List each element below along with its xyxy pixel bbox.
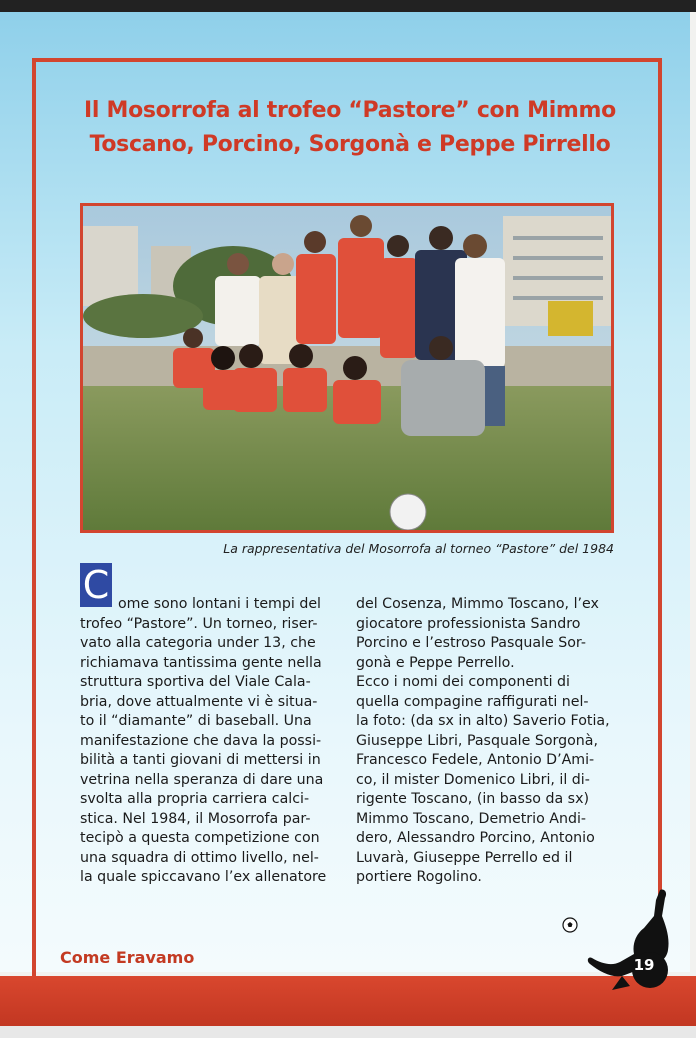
title-line-1: Il Mosorrofa al trofeo “Pastore” con Mimmo [83,98,616,123]
text-line: bria, dove attualmente vi è situa- [80,693,318,710]
text-line: Francesco Fedele, Antonio D’Ami- [356,752,595,768]
text-line: bilità a tanti giovani di mettersi in [80,752,321,768]
article-title [60,94,640,162]
text-line: gonà e Peppe Perrello. [356,654,515,671]
text-line: manifestazione che dava la possi- [80,732,322,749]
text-line: ome sono lontani i tempi del [118,596,322,612]
article-column-left [80,595,342,888]
team-photo [80,203,614,533]
article-column-right [356,595,612,888]
page-number: 19 [633,956,655,974]
soccer-player-icon [582,886,682,996]
soccer-ball-icon [562,917,578,933]
text-line: trofeo “Pastore”. Un torneo, riser- [80,615,318,632]
text-line: del Cosenza, Mimmo Toscano, l’ex [356,596,599,612]
text-line: Giuseppe Libri, Pasquale Sorgonà, [356,732,598,749]
text-line: la quale spiccavano l’ex allenatore [80,869,327,885]
text-line: svolta alla propria carriera calci- [80,791,310,807]
top-edge [0,0,696,12]
text-line: Mimmo Toscano, Demetrio Andi- [356,810,587,827]
section-label: Come Eravamo [60,948,195,967]
text-line: co, il mister Domenico Libri, il di- [356,771,590,788]
text-line: stica. Nel 1984, il Mosorrofa par- [80,810,311,827]
text-line: Porcino e l’estroso Pasquale Sor- [356,635,586,651]
text-line: struttura sportiva del Viale Cala- [80,674,311,690]
text-line: una squadra di ottimo livello, nel- [80,849,319,866]
text-line: Ecco i nomi dei componenti di [356,674,570,690]
text-line: to il “diamante” di baseball. Una [80,713,312,729]
text-line: portiere Rogolino. [356,869,482,885]
text-line: la foto: (da sx in alto) Saverio Fotia, [356,713,610,729]
text-line: giocatore professionista Sandro [356,615,581,632]
text-line: vetrina nella speranza di dare una [80,771,324,788]
drop-cap: C [80,563,112,607]
bottom-edge [0,1026,696,1038]
text-line: tecipò a questa competizione con [80,830,320,846]
text-line: quella compagine raffigurati nel- [356,693,589,710]
text-line: dero, Alessandro Porcino, Antonio [356,830,595,846]
text-line: Luvarà, Giuseppe Perrello ed il [356,849,573,866]
text-line: richiamava tantissima gente nella [80,654,322,671]
text-line: vato alla categoria under 13, che [80,635,316,651]
title-line-2: Toscano, Porcino, Sorgonà e Peppe Pirrello [89,132,611,157]
photo-caption: La rappresentativa del Mosorrofa al torneo “Pastore” del 1984 [223,541,614,556]
text-line: rigente Toscano, (in basso da sx) [356,791,589,807]
